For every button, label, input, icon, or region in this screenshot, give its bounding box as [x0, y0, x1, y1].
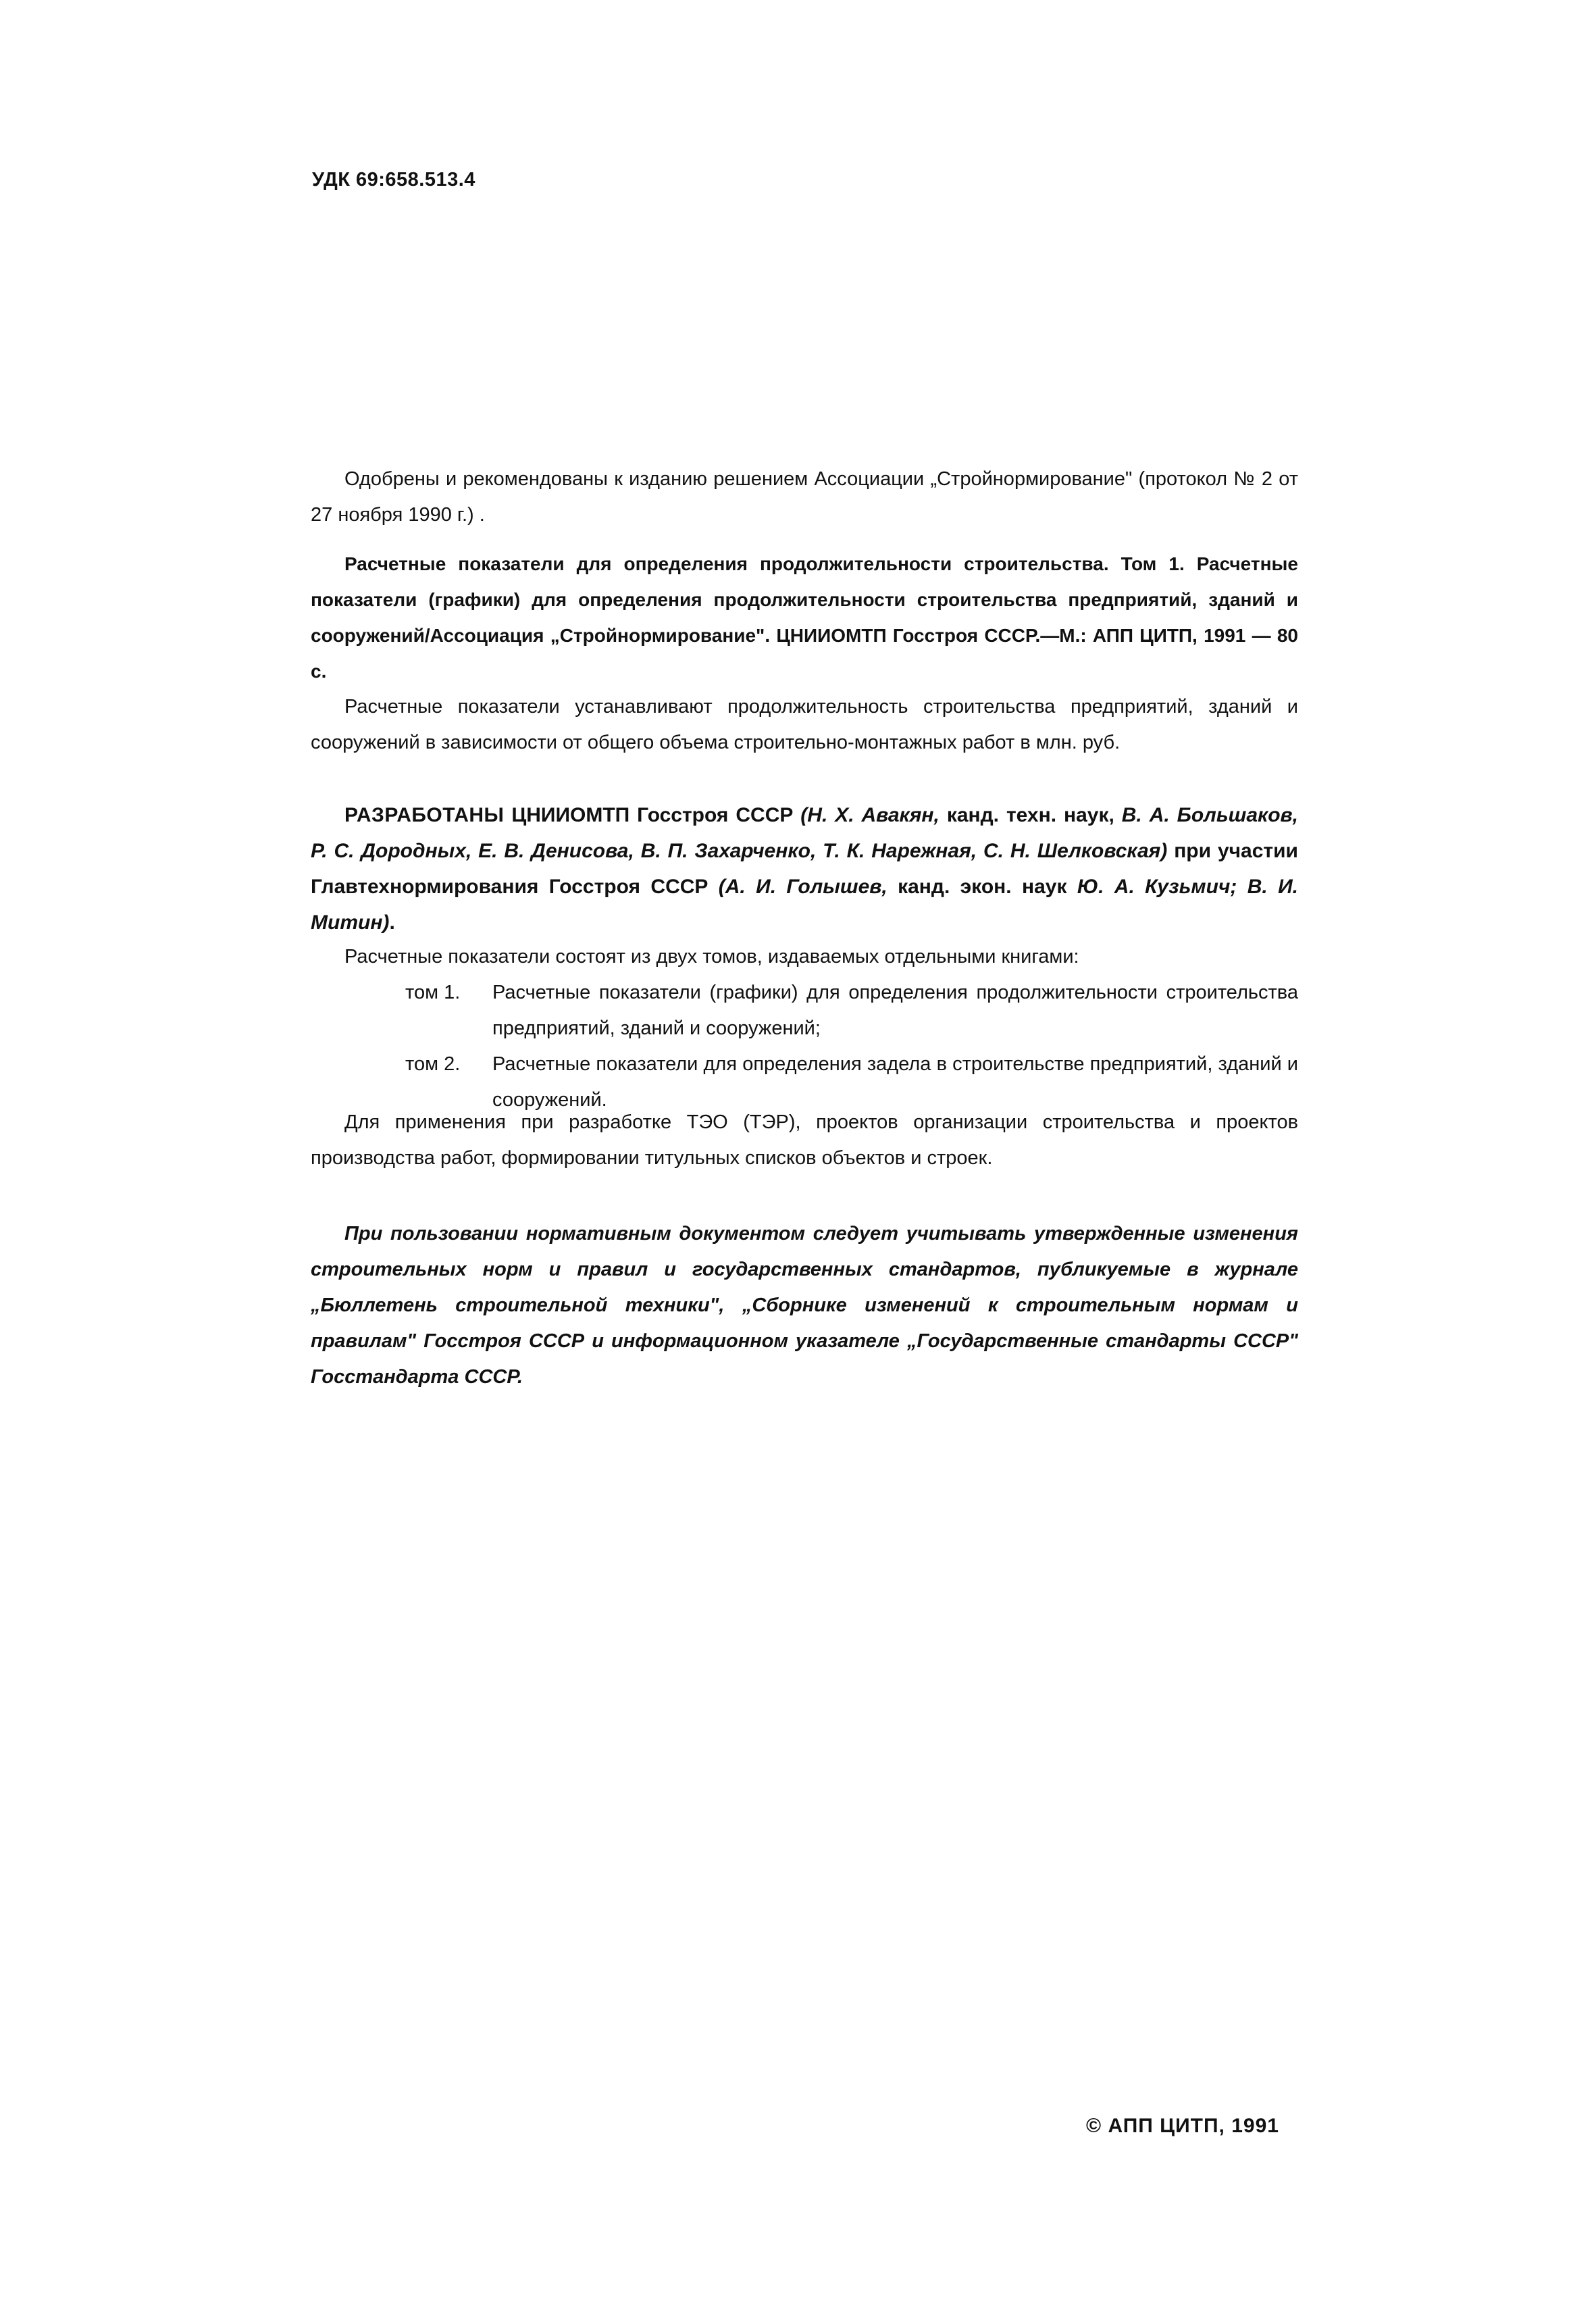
volume-description: Расчетные показатели для определения задела в строительстве предприятий, зданий и сооружений. — [492, 1053, 1298, 1111]
volumes-list — [311, 975, 1298, 1118]
udk-code: УДК 69:658.513.4 — [312, 169, 475, 191]
developers-end: . — [389, 911, 395, 934]
list-item — [311, 975, 1298, 1047]
note-paragraph: При пользовании нормативным документом следует учитывать утвержденные изменения строительных норм и правил и государственных стандартов, публикуемые в журнале „Бюллетень строительной техники", „Сборнике изменений к строительным нормам и правилам" Госстроя СССР и информационном указателе „Государственные стандарты СССР" Госстандарта СССР. — [311, 1223, 1298, 1388]
bibliographic-paragraph: Расчетные показатели для определения продолжительности строительства. Том 1. Расчетные показатели (графики) для определения продолжительности строительства предприятий, зданий и сооружений/Ассоциация „Стройнормирование". ЦНИИОМТП Госстроя СССР.—М.: АПП ЦИТП, 1991 — 80 с. — [311, 553, 1298, 682]
developers-paragraph — [311, 797, 1298, 940]
developers-org: ЦНИИОМТП Госстроя СССР — [504, 804, 801, 826]
volume-number: том 2. — [405, 1053, 461, 1075]
volumes-section — [311, 939, 1298, 1118]
developers-authors-3: (А. И. Голышев, — [718, 876, 887, 898]
developers-authors-4: Ю. А. Кузьмич; В. И. Митин) — [311, 876, 1299, 934]
volumes-intro: Расчетные показатели состоят из двух томов, издаваемых отдельными книгами: — [344, 946, 1079, 967]
developers-degree-2: канд. экон. наук — [887, 876, 1077, 898]
developers-authors-2: В. А. Большаков, Р. С. Дородных, Е. В. Денисова, В. П. Захарченко, Т. К. Нарежная, С. Н. Шелковская) — [311, 804, 1299, 862]
developers-degree-1: канд. техн. наук, — [939, 804, 1122, 826]
purpose-paragraph: Расчетные показатели устанавливают продолжительность строительства предприятий, зданий и сооружений в зависимости от общего объема строительно-монтажных работ в млн. руб. — [311, 696, 1298, 753]
approval-paragraph: Одобрены и рекомендованы к изданию решением Ассоциации „Стройнормирование" (протокол № 2 от 27 ноября 1990 г.) . — [311, 468, 1298, 526]
volume-number: том 1. — [405, 982, 461, 1003]
developers-authors-1: (Н. Х. Авакян, — [800, 804, 939, 826]
volume-description: Расчетные показатели (графики) для определения продолжительности строительства предприятий, зданий и сооружений; — [492, 982, 1298, 1039]
copyright: © АПП ЦИТП, 1991 — [1086, 2115, 1279, 2137]
usage-paragraph: Для применения при разработке ТЭО (ТЭР), проектов организации строительства и проектов производства работ, формировании титульных списков объектов и строек. — [311, 1111, 1298, 1169]
developers-participation: при участии Главтехнормирования Госстроя СССР — [311, 840, 1299, 898]
developers-lead: РАЗРАБОТАНЫ — [344, 804, 505, 826]
